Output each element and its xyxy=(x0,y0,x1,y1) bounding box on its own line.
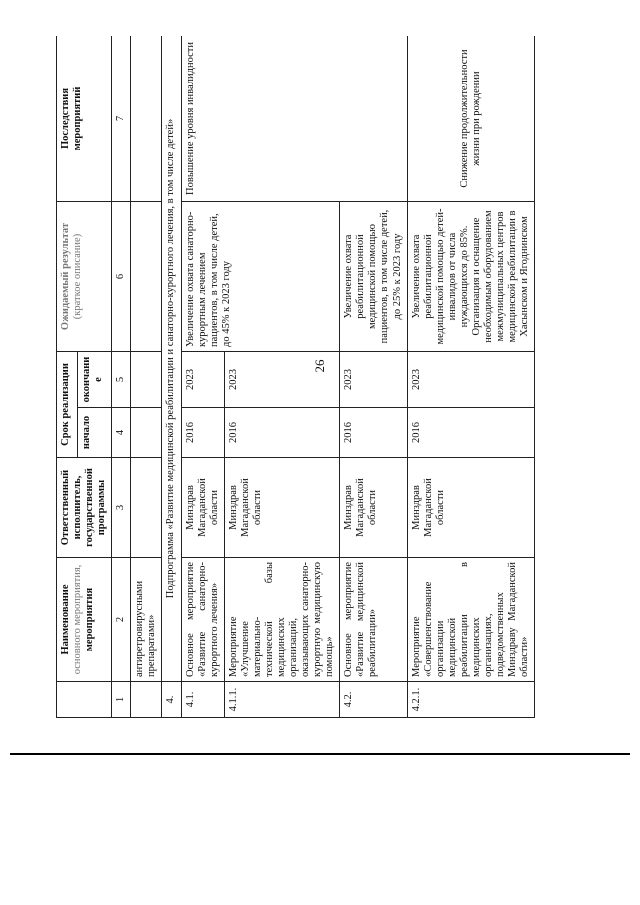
header-exec-line3: государственной xyxy=(84,468,96,547)
row-consequence: Повышение уровня инвалидности xyxy=(181,36,407,202)
row-end: 2023 xyxy=(340,352,407,408)
number-cell: 5 xyxy=(112,352,131,408)
bottom-rule xyxy=(10,753,630,755)
table-cell xyxy=(131,202,162,352)
row-start: 2016 xyxy=(340,408,407,458)
row-executor: Минздрав Магаданской области xyxy=(407,458,535,558)
row-start: 2016 xyxy=(224,408,340,458)
header-consequence-line1: Последствия xyxy=(60,87,71,150)
number-cell: 6 xyxy=(112,202,131,352)
header-name-line3: мероприятия xyxy=(84,587,96,652)
table-cell xyxy=(131,408,162,458)
row-number: 4.2. xyxy=(340,682,407,718)
header-result-line2: (краткое описание) xyxy=(72,233,84,320)
header-end: окончание xyxy=(77,352,111,408)
header-result-line1: Ожидаемый результат xyxy=(60,222,71,331)
continuation-text: антиретровирусными препаратами» xyxy=(131,558,162,682)
row-name: Мероприятие «Улучшение материально-технической базы медицинских организаций, оказывающих санаторно-курортную медицинскую помощь» xyxy=(224,558,340,682)
page-number: 26 xyxy=(312,359,327,373)
row-consequence: Снижение продолжительности жизни при рождении xyxy=(407,36,535,202)
row-start: 2016 xyxy=(181,408,224,458)
header-result xyxy=(57,202,112,352)
number-cell: 1 xyxy=(112,682,131,718)
row-name: Мероприятие «Совершенствование организации медицинской реабилитации в медицинских организациях, подведомственных Минздраву Магаданской области» xyxy=(407,558,535,682)
number-cell: 4 xyxy=(112,408,131,458)
subprogram-title: Подпрограмма «Развитие медицинской реабилитации и санаторно-курортного лечения, в том числе детей» xyxy=(162,36,181,682)
header-row-1 xyxy=(57,36,78,718)
header-exec-line1: Ответственный xyxy=(60,469,71,546)
row-result: Увеличение охвата санаторно-курортным лечением пациентов, в том числе детей, до 45% к 2023 году xyxy=(181,202,340,352)
table-frame xyxy=(56,36,616,718)
header-name-line2: основного мероприятия, xyxy=(72,564,84,675)
row-end: 2023 xyxy=(407,352,535,408)
number-cell: 7 xyxy=(112,36,131,202)
row-end: 2023 xyxy=(181,352,224,408)
row-result: Увеличение охвата реабилитационной медицинской помощью пациентов, в том числе детей, до 25% к 2023 году xyxy=(340,202,407,352)
row-executor: Минздрав Магаданской области xyxy=(340,458,407,558)
header-exec-line4: программы xyxy=(96,479,108,536)
header-consequence-line2: мероприятий xyxy=(72,86,84,151)
row-number: 4.1.1. xyxy=(224,682,340,718)
row-name: Основное мероприятие «Развитие санаторно-курортного лечения» xyxy=(181,558,224,682)
row-executor: Минздрав Магаданской области xyxy=(224,458,340,558)
row-end: 2023 xyxy=(224,352,340,408)
table-row xyxy=(181,36,224,718)
row-name: Основное мероприятие «Развитие медицинской реабилитации» xyxy=(340,558,407,682)
table-cell xyxy=(131,458,162,558)
row-number: 4.2.1. xyxy=(407,682,535,718)
table-cell xyxy=(131,682,162,718)
header-consequence xyxy=(57,36,112,202)
row-number: 4.1. xyxy=(181,682,224,718)
header-exec xyxy=(57,458,112,558)
header-start: начало xyxy=(77,408,111,458)
table-cell xyxy=(131,352,162,408)
program-table xyxy=(56,36,535,718)
numbers-row xyxy=(112,36,131,718)
header-term: Срок реализации xyxy=(57,352,78,458)
subprogram-number: 4. xyxy=(162,682,181,718)
number-cell: 2 xyxy=(112,558,131,682)
table-cell xyxy=(131,36,162,202)
header-exec-line2: исполнитель, xyxy=(72,475,84,540)
header-col1 xyxy=(57,682,112,718)
table-row xyxy=(407,36,535,718)
row-executor: Минздрав Магаданской области xyxy=(181,458,224,558)
header-name xyxy=(57,558,112,682)
header-name-line1: Наименование xyxy=(60,584,71,655)
row-start: 2016 xyxy=(407,408,535,458)
subprogram-row xyxy=(162,36,181,718)
number-cell: 3 xyxy=(112,458,131,558)
continuation-row xyxy=(131,36,162,718)
row-result: Увеличение охвата реабилитационной медицинской помощью детей-инвалидов от числа нуждающихся до 85%. Организация и оснащение необходимым оборудованием межмуниципальных центров медицинской реабилитации в Хасынском и Ягоднинском xyxy=(407,202,535,352)
